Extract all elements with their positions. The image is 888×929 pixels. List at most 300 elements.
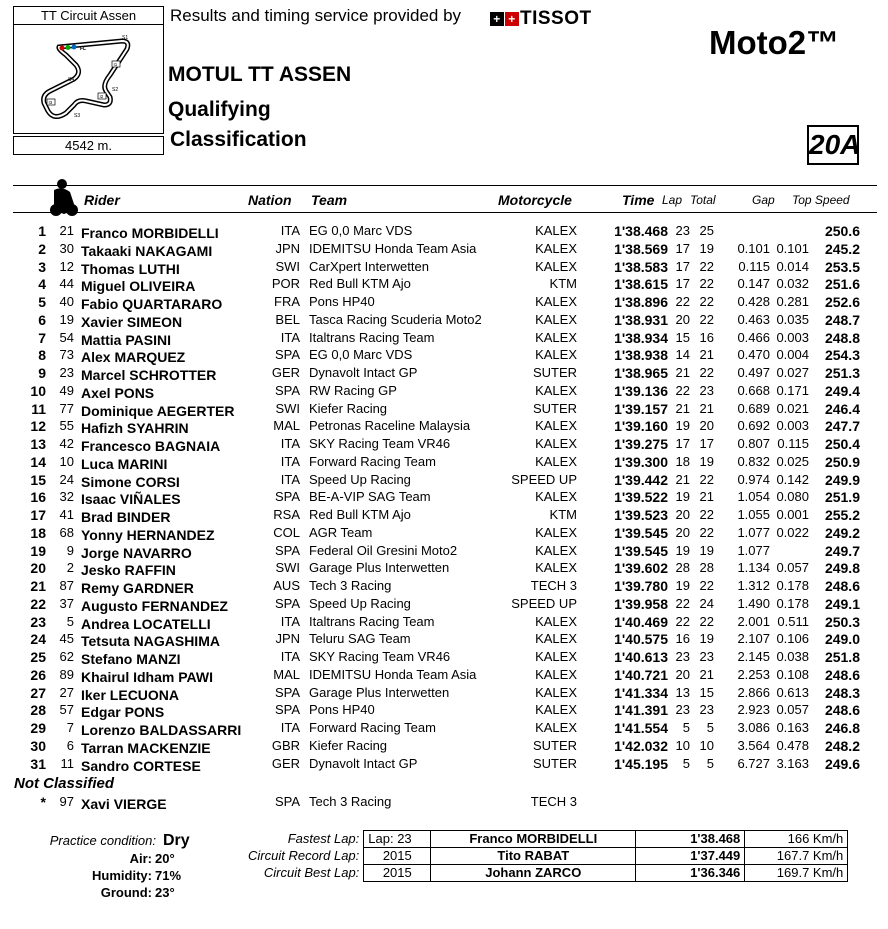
result-row — [0, 223, 888, 241]
result-row — [0, 330, 888, 348]
col-total: Total — [690, 193, 716, 207]
best-time: 1'39.136 — [614, 382, 668, 399]
result-row — [0, 436, 888, 454]
result-row — [0, 383, 888, 401]
team: Federal Oil Gresini Moto2 — [309, 542, 458, 558]
result-row — [0, 649, 888, 667]
circuit-record-label: Circuit Record Lap: — [248, 848, 360, 863]
position: 15 — [30, 471, 46, 488]
team: IDEMITSU Honda Team Asia — [309, 240, 477, 256]
gap-previous: 0.021 — [776, 400, 809, 416]
rider-number: 68 — [59, 524, 74, 540]
team: Tech 3 Racing — [309, 578, 392, 593]
gap-previous: 0.001 — [776, 507, 809, 522]
nation: COL — [273, 524, 300, 540]
rider-name: Tetsuta NAGASHIMA — [81, 633, 220, 650]
total-laps: 19 — [699, 240, 714, 256]
result-row — [0, 702, 888, 720]
col-lap: Lap — [662, 193, 683, 207]
ground-value: 23° — [155, 885, 175, 900]
map-marker-i3: I3 — [48, 99, 53, 105]
motorcycle: KALEX — [535, 524, 577, 540]
gap-previous: 0.142 — [776, 471, 809, 487]
motorcycle: KALEX — [535, 329, 577, 345]
total-laps: 22 — [699, 613, 714, 629]
best-lap: 5 — [682, 755, 690, 771]
top-speed: 248.3 — [824, 684, 860, 701]
rider-name: Jorge NAVARRO — [81, 544, 192, 561]
best-time: 1'38.583 — [614, 258, 668, 275]
gap-previous: 0.004 — [776, 347, 809, 363]
rider-name: Luca MARINI — [81, 455, 168, 472]
gap-previous: 0.003 — [776, 329, 809, 345]
col-rider: Rider — [84, 192, 120, 208]
team: AGR Team — [309, 524, 373, 540]
position: 10 — [30, 382, 46, 399]
header-divider-top — [13, 185, 877, 186]
gap-first: 0.101 — [737, 240, 770, 256]
gap-first: 1.490 — [737, 595, 770, 611]
position: 30 — [30, 737, 46, 754]
circuit-record-row — [244, 848, 848, 865]
lap-records-table — [244, 830, 848, 882]
map-sector-s4: S4 — [68, 77, 75, 83]
team: Red Bull KTM Ajo — [309, 507, 411, 522]
best-time: 1'38.569 — [614, 240, 668, 257]
best-time: 1'39.545 — [614, 542, 668, 559]
nation: MAL — [273, 418, 300, 434]
rider-name: Xavier SIMEON — [81, 313, 183, 330]
rider-number: 32 — [59, 489, 74, 505]
result-row — [0, 596, 888, 614]
rider-name: Lorenzo BALDASSARRI — [81, 722, 242, 738]
ground-label: Ground: — [100, 885, 152, 900]
gap-previous: 0.178 — [776, 578, 809, 593]
position: 29 — [30, 720, 46, 736]
gap-previous: 0.163 — [776, 720, 809, 735]
nation: SPA — [274, 382, 300, 398]
rider-name: Sandro CORTESE — [81, 757, 201, 774]
team: Forward Racing Team — [309, 453, 436, 469]
gap-first: 2.866 — [737, 684, 770, 700]
rider-number: 5 — [66, 613, 74, 629]
best-time: 1'41.554 — [614, 720, 668, 736]
gap-previous: 0.171 — [776, 382, 809, 398]
best-time: 1'38.965 — [614, 365, 668, 381]
rider-name: Alex MARQUEZ — [81, 349, 186, 366]
motorcycle: SUTER — [532, 737, 577, 753]
gap-previous: 0.178 — [776, 595, 809, 611]
team: EG 0,0 Marc VDS — [309, 347, 413, 363]
total-laps: 22 — [699, 507, 714, 522]
gap-first: 2.253 — [737, 666, 770, 682]
col-nation: Nation — [248, 192, 292, 208]
col-motorcycle: Motorcycle — [498, 192, 572, 208]
circuit-best-info: 2015 — [364, 865, 431, 882]
total-laps: 17 — [699, 436, 714, 451]
best-time: 1'38.468 — [614, 223, 668, 239]
result-row — [0, 294, 888, 312]
top-speed: 252.6 — [824, 294, 860, 310]
fastest-lap-time: 1'38.468 — [636, 831, 745, 848]
best-lap: 14 — [675, 347, 690, 363]
rider-number: 41 — [59, 507, 74, 522]
top-speed: 246.4 — [824, 400, 860, 417]
best-lap: 20 — [675, 524, 690, 540]
rider-name: Mattia PASINI — [81, 331, 171, 348]
team: Kiefer Racing — [309, 737, 388, 753]
rider-name: Remy GARDNER — [81, 580, 194, 596]
result-row — [0, 756, 888, 774]
gap-first: 1.134 — [737, 560, 770, 576]
total-laps: 22 — [699, 294, 714, 309]
result-row — [0, 489, 888, 507]
gap-previous: 0.101 — [776, 240, 809, 256]
top-speed: 250.9 — [824, 453, 860, 470]
gap-first: 1.055 — [737, 507, 770, 522]
rider-name: Khairul Idham PAWI — [81, 668, 213, 685]
rider-name: Isaac VIÑALES — [81, 491, 181, 508]
result-row — [0, 401, 888, 419]
best-time: 1'39.442 — [614, 471, 668, 488]
gap-first: 1.054 — [737, 489, 770, 505]
rider-number: 42 — [59, 436, 74, 451]
rider-name: Hafizh SYAHRIN — [81, 420, 189, 437]
result-row — [0, 685, 888, 703]
best-lap: 17 — [675, 240, 690, 256]
total-laps: 22 — [699, 471, 714, 487]
best-time: 1'39.545 — [614, 524, 668, 541]
total-laps: 23 — [699, 702, 714, 718]
header-divider-bottom — [13, 212, 877, 213]
best-lap: 15 — [675, 329, 690, 345]
position: 2 — [38, 240, 46, 257]
rider-number: 55 — [59, 418, 74, 434]
humidity-label: Humidity: — [92, 868, 152, 883]
motorcycle: KALEX — [535, 418, 577, 434]
best-lap: 17 — [675, 276, 690, 292]
motorcycle: KALEX — [535, 311, 577, 327]
gap-previous: 0.511 — [777, 613, 809, 629]
gap-previous: 0.022 — [776, 524, 809, 540]
motorcycle: SUTER — [532, 755, 577, 771]
rider-number: 62 — [59, 649, 74, 664]
nation: ITA — [280, 223, 300, 238]
best-time: 1'38.934 — [614, 329, 668, 346]
motorcycle: KALEX — [535, 453, 577, 469]
nation: MAL — [273, 666, 300, 682]
result-row — [0, 614, 888, 632]
result-row — [0, 578, 888, 596]
team: Teluru SAG Team — [309, 631, 411, 647]
best-lap: 20 — [675, 666, 690, 682]
humidity-value: 71% — [155, 868, 182, 883]
rider-name: Iker LECUONA — [81, 686, 180, 703]
result-row — [0, 472, 888, 490]
cross-icon: + — [505, 12, 519, 26]
motorcycle: SUTER — [532, 365, 577, 380]
gap-previous: 0.108 — [776, 666, 809, 682]
total-laps: 20 — [699, 418, 714, 434]
team: Italtrans Racing Team — [309, 613, 435, 629]
best-lap: 23 — [675, 649, 690, 664]
gap-previous: 0.014 — [776, 258, 809, 274]
motorcycle-rider-icon — [44, 178, 80, 223]
team: Tasca Racing Scuderia Moto2 — [309, 311, 482, 327]
motorcycle: SPEED UP — [511, 471, 577, 487]
team: SKY Racing Team VR46 — [309, 436, 451, 451]
circuit-map — [13, 24, 164, 134]
gap-first: 0.974 — [737, 471, 770, 487]
rider-number: 21 — [59, 223, 74, 238]
team: CarXpert Interwetten — [309, 258, 429, 274]
best-time: 1'45.195 — [614, 755, 668, 772]
best-lap: 19 — [675, 542, 690, 558]
nation: SPA — [274, 595, 300, 611]
class-name: Moto2™ — [709, 24, 840, 61]
best-time: 1'39.522 — [614, 489, 668, 506]
best-time: 1'39.157 — [614, 400, 668, 417]
rider-name: Tarran MACKENZIE — [81, 739, 211, 756]
gap-previous: 0.057 — [776, 560, 809, 576]
result-row — [0, 454, 888, 472]
best-time: 1'40.469 — [614, 613, 668, 630]
top-speed: 248.6 — [824, 578, 860, 594]
document-number: 20A — [807, 125, 859, 165]
fastest-lap-info: Lap: 23 — [364, 831, 431, 848]
nation: POR — [271, 276, 300, 292]
team: EG 0,0 Marc VDS — [309, 223, 413, 238]
nation: RSA — [273, 507, 300, 522]
rider-name: Marcel SCHROTTER — [81, 367, 217, 383]
gap-previous: 0.281 — [776, 294, 809, 309]
top-speed: 249.8 — [824, 560, 860, 577]
circuit-best-label: Circuit Best Lap: — [263, 865, 360, 880]
nation: SPA — [274, 794, 300, 809]
rider-number: 87 — [59, 578, 74, 593]
best-lap: 5 — [682, 720, 690, 735]
gap-first: 0.428 — [737, 294, 770, 309]
gap-first: 0.497 — [737, 365, 770, 380]
rider-name: Dominique AEGERTER — [81, 402, 235, 419]
result-row — [0, 418, 888, 436]
best-lap: 21 — [675, 365, 690, 380]
total-laps: 10 — [699, 737, 714, 753]
team: Speed Up Racing — [309, 595, 411, 611]
total-laps: 19 — [699, 631, 714, 647]
total-laps: 25 — [699, 223, 714, 238]
practice-condition-value: Dry — [163, 832, 190, 849]
nation: SWI — [275, 560, 300, 576]
total-laps: 16 — [699, 329, 714, 345]
gap-first: 2.145 — [737, 649, 770, 664]
top-speed: 251.6 — [824, 276, 860, 293]
nation: SWI — [275, 400, 300, 416]
best-time: 1'38.938 — [614, 347, 668, 364]
best-time: 1'40.613 — [614, 649, 668, 665]
rider-name: Stefano MANZI — [81, 651, 181, 667]
rider-number: 73 — [59, 347, 74, 363]
best-time: 1'40.575 — [614, 631, 668, 648]
top-speed: 251.9 — [824, 489, 860, 506]
total-laps: 22 — [699, 276, 714, 292]
total-laps: 21 — [699, 347, 714, 363]
nation: SPA — [274, 489, 300, 505]
best-lap: 16 — [675, 631, 690, 647]
total-laps: 23 — [699, 649, 714, 664]
best-lap: 21 — [675, 471, 690, 487]
best-time: 1'39.780 — [614, 578, 668, 594]
best-time: 1'40.721 — [614, 666, 668, 683]
top-speed: 248.7 — [824, 311, 860, 328]
total-laps: 15 — [699, 684, 714, 700]
total-laps: 19 — [699, 453, 714, 469]
motorcycle: KALEX — [535, 258, 577, 274]
gap-first: 0.689 — [737, 400, 770, 416]
position: 11 — [31, 400, 46, 417]
rider-name: Simone CORSI — [81, 473, 180, 490]
best-time: 1'39.523 — [614, 507, 668, 523]
top-speed: 251.3 — [824, 365, 860, 381]
gap-previous: 0.057 — [776, 702, 809, 718]
map-sector-s1: S1 — [122, 35, 129, 41]
result-row — [0, 720, 888, 738]
gap-previous: 0.025 — [776, 453, 809, 469]
practice-condition-label: Practice condition: — [49, 833, 156, 848]
rider-name: Fabio QUARTARARO — [81, 296, 223, 312]
gap-previous: 0.027 — [776, 365, 809, 380]
position: 17 — [30, 507, 46, 523]
nation: ITA — [280, 649, 300, 664]
best-lap: 20 — [675, 507, 690, 522]
rider-number: 9 — [66, 542, 74, 558]
circuit-record-speed: 167.7 Km/h — [745, 848, 848, 865]
gap-previous: 0.478 — [776, 737, 809, 753]
best-time: 1'39.602 — [614, 560, 668, 577]
team: Dynavolt Intact GP — [309, 755, 418, 771]
result-row — [0, 543, 888, 561]
best-lap: 22 — [675, 382, 690, 398]
gap-first: 3.086 — [737, 720, 770, 735]
result-row — [0, 738, 888, 756]
nation: GBR — [271, 737, 300, 753]
gap-first: 0.147 — [737, 276, 770, 292]
best-time: 1'39.275 — [614, 436, 668, 452]
rider-name: Andrea LOCATELLI — [81, 615, 211, 632]
total-laps: 5 — [706, 755, 714, 771]
position: 31 — [30, 755, 46, 772]
position: 25 — [30, 649, 46, 665]
best-lap: 22 — [675, 294, 690, 309]
rider-name: Franco MORBIDELLI — [81, 225, 219, 241]
rider-name: Edgar PONS — [81, 704, 165, 721]
rider-number: 44 — [59, 276, 74, 292]
map-marker-i1: I1 — [113, 61, 118, 67]
col-team: Team — [311, 192, 348, 208]
gap-first: 0.115 — [738, 258, 770, 274]
col-gap: Gap — [752, 193, 775, 207]
rider-number: 30 — [59, 240, 74, 256]
provider-text: Results and timing service provided by — [170, 6, 462, 25]
rider-name: Jesko RAFFIN — [81, 562, 176, 579]
circuit-best-row — [244, 865, 848, 882]
top-speed: 249.6 — [824, 755, 860, 772]
position: 18 — [30, 524, 46, 541]
position: 27 — [30, 684, 46, 701]
circuit-best-speed: 169.7 Km/h — [745, 865, 848, 882]
result-row — [0, 312, 888, 330]
top-speed: 248.6 — [824, 702, 860, 719]
cross-icon: + — [490, 12, 504, 26]
gap-first: 2.001 — [737, 613, 770, 629]
gap-first: 2.107 — [737, 631, 770, 647]
result-row — [0, 794, 888, 812]
team: SKY Racing Team VR46 — [309, 649, 451, 664]
best-lap: 23 — [675, 223, 690, 238]
gap-previous: 0.035 — [776, 311, 809, 327]
position: 16 — [30, 489, 46, 506]
top-speed: 248.2 — [824, 737, 860, 754]
total-laps: 21 — [699, 489, 714, 505]
gap-previous: 0.613 — [776, 684, 809, 700]
motorcycle: KALEX — [535, 666, 577, 682]
rider-number: 2 — [66, 560, 74, 576]
top-speed: 249.7 — [824, 542, 860, 559]
top-speed: 250.6 — [824, 223, 860, 239]
top-speed: 253.5 — [824, 258, 860, 275]
position: 7 — [38, 329, 46, 346]
position: 26 — [30, 666, 46, 683]
rider-name: Takaaki NAKAGAMI — [81, 242, 213, 259]
team: RW Racing GP — [309, 382, 397, 398]
gap-first: 0.668 — [737, 382, 770, 398]
motorcycle: KALEX — [535, 542, 577, 558]
nation: SPA — [274, 542, 300, 558]
best-time: 1'38.615 — [614, 276, 668, 293]
gap-first: 1.077 — [737, 524, 770, 540]
position: 14 — [30, 453, 46, 470]
map-marker-fl: FL — [80, 46, 87, 52]
event-title: MOTUL TT ASSEN — [168, 63, 352, 86]
best-time: 1'39.300 — [614, 453, 668, 470]
motorcycle: KTM — [549, 507, 577, 522]
gap-previous: 0.038 — [776, 649, 809, 664]
motorcycle: KALEX — [535, 613, 577, 629]
team: Forward Racing Team — [309, 720, 436, 735]
result-row — [0, 241, 888, 259]
nation: SPA — [274, 347, 300, 363]
rider-name: Miguel OLIVEIRA — [81, 278, 196, 295]
result-row — [0, 560, 888, 578]
position: 1 — [38, 223, 46, 239]
gap-first: 0.470 — [737, 347, 770, 363]
total-laps: 19 — [699, 542, 714, 558]
team: Kiefer Racing — [309, 400, 388, 416]
circuit-length: 4542 m. — [13, 136, 164, 155]
nation: JPN — [275, 631, 300, 647]
motorcycle: KALEX — [535, 631, 577, 647]
gap-first: 6.727 — [737, 755, 770, 771]
rider-number: 7 — [66, 720, 74, 735]
rider-name: Yonny HERNANDEZ — [81, 526, 215, 543]
motorcycle: KALEX — [535, 489, 577, 505]
rider-name: Thomas LUTHI — [81, 260, 180, 277]
rider-number: 97 — [59, 794, 74, 809]
rider-number: 40 — [59, 294, 74, 309]
position: 9 — [38, 365, 46, 381]
rider-number: 24 — [59, 471, 74, 487]
best-lap: 22 — [675, 595, 690, 611]
